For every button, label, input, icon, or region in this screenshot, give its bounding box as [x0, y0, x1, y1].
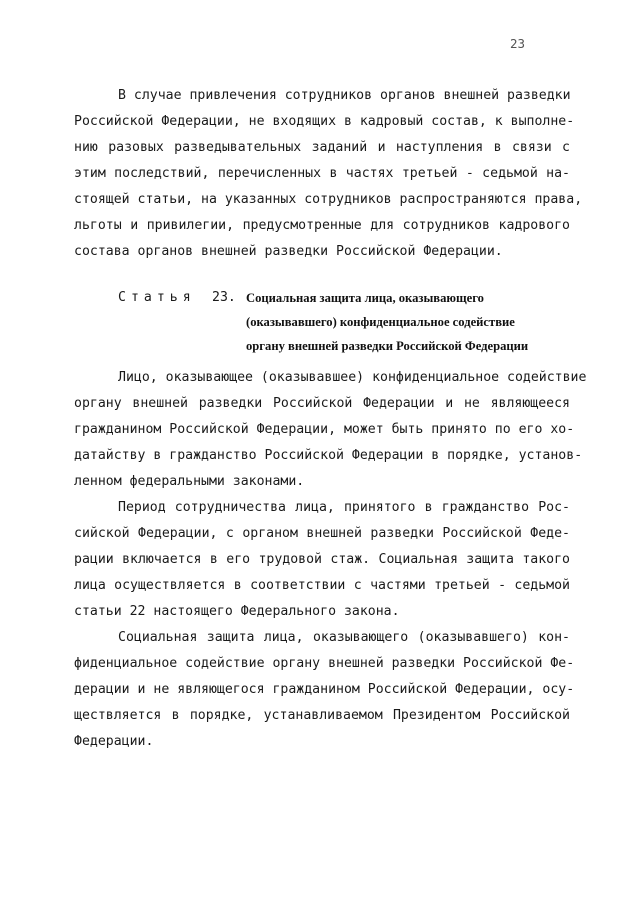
paragraph-1-line: стоящей статьи, на указанных сотрудников распространяются права,: [74, 192, 583, 207]
article-title-line: (оказывавшего) конфиденциальное содействие: [246, 315, 515, 329]
paragraph-3-line: сийской Федерации, с органом внешней разведки Российской Феде-: [74, 526, 570, 541]
paragraph-1-line: нию разовых разведывательных заданий и наступления в связи с: [74, 140, 570, 155]
paragraph-1-line: Российской Федерации, не входящих в кадровый состав, к выполне-: [74, 114, 575, 129]
paragraph-1-line: состава органов внешней разведки Российской Федерации.: [74, 244, 503, 259]
article-title-line: органу внешней разведки Российской Федерации: [246, 339, 529, 353]
article-label: Статья: [118, 290, 196, 305]
paragraph-4-line: ществляется в порядке, устанавливаемом Президентом Российской: [74, 708, 570, 723]
paragraph-4-line: Федерации.: [74, 734, 154, 749]
paragraph-4-line: фиденциальное содействие органу внешней разведки Российской Фе-: [74, 656, 575, 671]
paragraph-2-line: Лицо, оказывающее (оказывавшее) конфиденциальное содействие: [118, 370, 587, 385]
paragraph-2-line: гражданином Российской Федерации, может быть принято по его хо-: [74, 422, 575, 437]
paragraph-2-line: органу внешней разведки Российской Федерации и не являющееся: [74, 396, 570, 411]
paragraph-1-line: В случае привлечения сотрудников органов внешней разведки: [118, 88, 571, 103]
paragraph-1-line: льготы и привилегии, предусмотренные для сотрудников кадрового: [74, 218, 570, 233]
paragraph-1-line: этим последствий, перечисленных в частях третьей - седьмой на-: [74, 166, 570, 181]
article-number: 23.: [212, 290, 236, 305]
paragraph-4-line: дерации и не являющегося гражданином Российской Федерации, осу-: [74, 682, 575, 697]
paragraph-2-line: датайству в гражданство Российской Федерации в порядке, установ-: [74, 448, 583, 463]
paragraph-3-line: статьи 22 настоящего Федерального закона.: [74, 604, 400, 619]
paragraph-2-line: ленном федеральными законами.: [74, 474, 305, 489]
paragraph-3-line: лица осуществляется в соответствии с частями третьей - седьмой: [74, 578, 570, 593]
page-number: 23: [510, 36, 526, 51]
article-title-line: Социальная защита лица, оказывающего: [246, 291, 484, 305]
paragraph-3-line: рации включается в его трудовой стаж. Социальная защита такого: [74, 552, 570, 567]
paragraph-4-line: Социальная защита лица, оказывающего (оказывавшего) кон-: [118, 630, 570, 645]
paragraph-3-line: Период сотрудничества лица, принятого в гражданство Рос-: [118, 500, 570, 515]
